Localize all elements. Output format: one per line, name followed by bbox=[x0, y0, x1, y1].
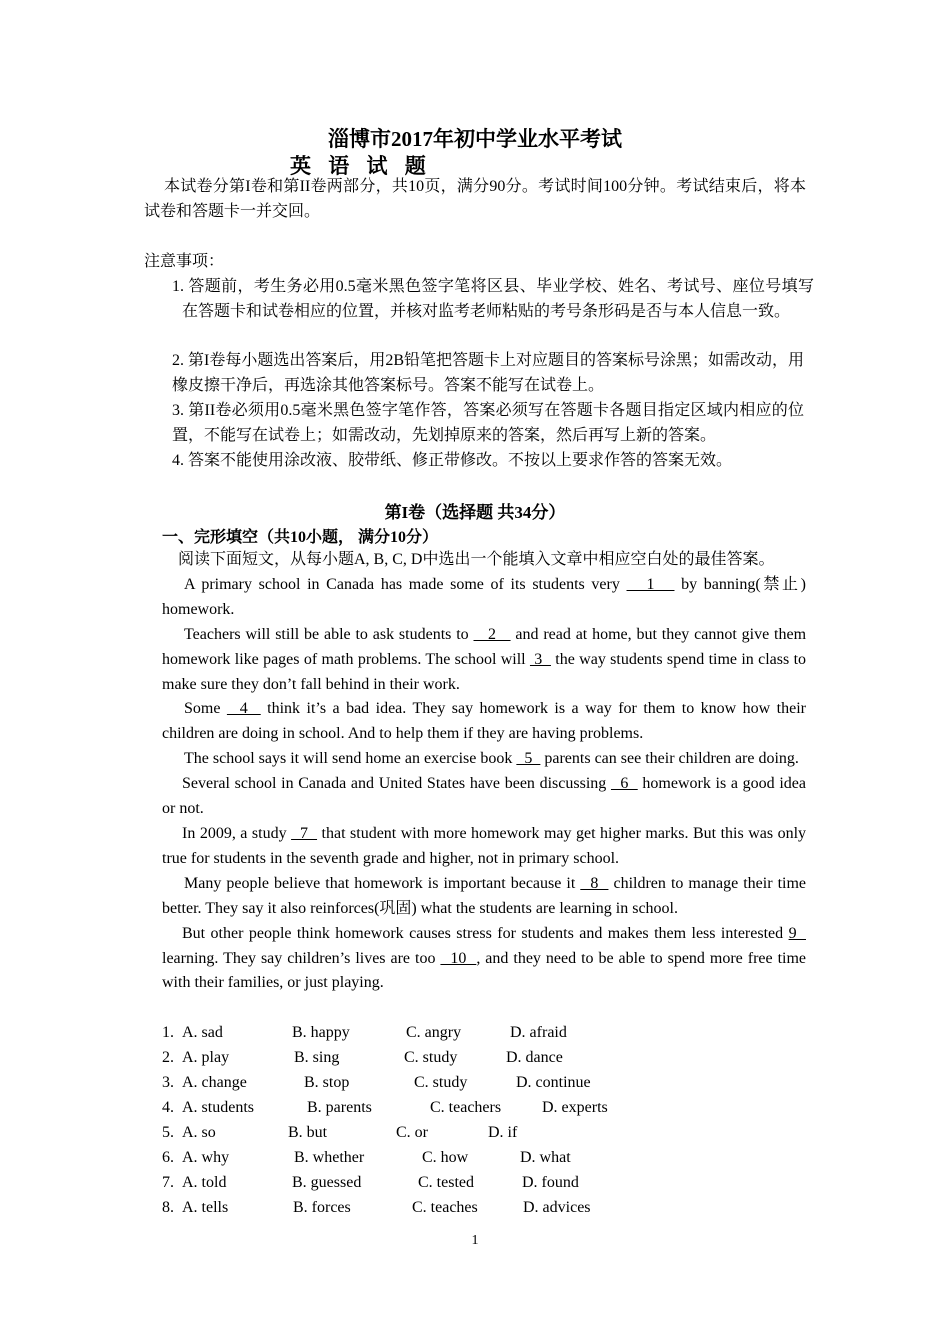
passage-paragraph-6: In 2009, a study 7 that student with more homework may get higher marks. But this was only true for students in the seventh grade and higher, not in primary school. bbox=[162, 824, 807, 867]
blank-9: 9 bbox=[788, 924, 806, 942]
option-d: D. what bbox=[520, 1149, 571, 1166]
blank-10: 10 bbox=[440, 949, 477, 967]
blank-4: 4 bbox=[226, 700, 261, 718]
option-row bbox=[162, 1045, 802, 1070]
note-item-2: 2. 第I卷每小题选出答案后，用2B铅笔把答题卡上对应题目的答案标号涂黑；如需改动，用橡皮擦干净后，再选涂其他答案标号。答案不能写在试卷上。 bbox=[172, 352, 805, 394]
option-a: A. change bbox=[182, 1074, 247, 1091]
option-a: A. sad bbox=[182, 1024, 223, 1041]
option-b: B. but bbox=[288, 1124, 328, 1141]
option-d: D. afraid bbox=[510, 1024, 567, 1041]
blank-5: 5 bbox=[516, 750, 541, 768]
option-c: C. teachers bbox=[430, 1099, 502, 1116]
page-number: 1 bbox=[471, 1233, 479, 1248]
blank-1: 1 bbox=[626, 575, 675, 593]
option-row bbox=[162, 1070, 802, 1095]
note-item-3: 3. 第II卷必须用0.5毫米黑色签字笔作答，答案必须写在答题卡各题目指定区域内相应的位置，不能写在试卷上；如需改动，先划掉原来的答案，然后再写上新的答案。 bbox=[172, 402, 804, 444]
option-d: D. found bbox=[522, 1174, 579, 1191]
option-a: A. so bbox=[182, 1124, 216, 1141]
option-number: 8. bbox=[162, 1199, 174, 1216]
option-row bbox=[162, 1020, 802, 1045]
blank-7: 7 bbox=[291, 824, 318, 842]
option-c: C. angry bbox=[406, 1024, 462, 1041]
option-row bbox=[162, 1095, 802, 1120]
option-a: A. play bbox=[182, 1049, 230, 1066]
passage-paragraph-7: Many people believe that homework is important because it 8 children to manage their time better. They say it also reinforces(巩固) what the students are learning in school. bbox=[162, 874, 807, 917]
passage-paragraph-4: The school says it will send home an exercise book 5 parents can see their children are doing. bbox=[184, 750, 799, 768]
option-c: C. how bbox=[422, 1149, 469, 1166]
cloze-passage bbox=[162, 548, 806, 996]
option-a: A. told bbox=[182, 1174, 227, 1191]
part-heading: 一、完形填空（共10小题， 满分10分） bbox=[162, 529, 439, 546]
option-d: D. dance bbox=[506, 1049, 563, 1066]
option-a: A. why bbox=[182, 1149, 230, 1166]
note-item-4: 4. 答案不能使用涂改液、胶带纸、修正带修改。不按以上要求作答的答案无效。 bbox=[172, 452, 733, 469]
passage-paragraph-5: Several school in Canada and United States have been discussing 6 homework is a good idea or not. bbox=[162, 775, 806, 818]
option-row bbox=[162, 1170, 802, 1195]
passage-paragraph-3: Some 4 think it’s a bad idea. They say homework is a way for them to know how their children are doing in school. And to help them if they are having problems. bbox=[162, 700, 806, 743]
option-number: 2. bbox=[162, 1049, 174, 1066]
option-a: A. students bbox=[182, 1099, 254, 1116]
option-c: C. or bbox=[396, 1124, 428, 1141]
option-b: B. parents bbox=[307, 1099, 372, 1116]
option-number: 6. bbox=[162, 1149, 174, 1166]
option-row bbox=[162, 1195, 802, 1220]
notes-heading: 注意事项： bbox=[144, 253, 225, 270]
option-row bbox=[162, 1120, 802, 1145]
section-title: 第I卷（选择题 共34分） bbox=[384, 503, 566, 522]
option-d: D. continue bbox=[516, 1074, 591, 1091]
option-row bbox=[162, 1145, 802, 1170]
option-number: 1. bbox=[162, 1024, 174, 1041]
intro-paragraph: 本试卷分第I卷和第II卷两部分，共10页，满分90分。考试时间100分钟。考试结束后，将本试卷和答题卡一并交回。 bbox=[144, 178, 806, 220]
blank-2: 2 bbox=[473, 625, 511, 643]
option-b: B. sing bbox=[294, 1049, 340, 1066]
option-b: B. guessed bbox=[292, 1174, 362, 1191]
option-b: B. forces bbox=[293, 1199, 351, 1216]
option-number: 7. bbox=[162, 1174, 174, 1191]
option-d: D. if bbox=[488, 1124, 518, 1141]
cloze-instruction: 阅读下面短文，从每小题A, B, C, D中选出一个能填入文章中相应空白处的最佳答案。 bbox=[178, 551, 775, 568]
exam-subtitle: 英 语 试 题 bbox=[290, 154, 432, 178]
option-number: 3. bbox=[162, 1074, 174, 1091]
passage-paragraph-1: A primary school in Canada has made some of its students very 1 by banning(禁止) homework. bbox=[162, 575, 806, 618]
blank-6: 6 bbox=[610, 775, 638, 793]
option-c: C. study bbox=[404, 1049, 458, 1066]
note-item-1: 1. 答题前，考生务必用0.5毫米黑色签字笔将区县、毕业学校、姓名、考试号、座位号填写在答题卡和试卷相应的位置，并核对监考老师粘贴的考号条形码是否与本人信息一致。 bbox=[172, 278, 814, 320]
exam-title: 淄博市2017年初中学业水平考试 bbox=[328, 127, 622, 151]
option-d: D. advices bbox=[523, 1199, 591, 1216]
blank-3: 3 bbox=[529, 650, 551, 668]
option-c: C. teaches bbox=[412, 1199, 478, 1216]
passage-paragraph-2: Teachers will still be able to ask students to 2 and read at home, but they cannot give them homework like pages of math problems. The school will 3 the way students spend time in class to make sure they don’t fall behind in their work. bbox=[162, 625, 807, 693]
option-c: C. tested bbox=[418, 1174, 474, 1191]
option-number: 5. bbox=[162, 1124, 174, 1141]
option-b: B. happy bbox=[292, 1024, 350, 1041]
option-a: A. tells bbox=[182, 1199, 229, 1216]
option-b: B. stop bbox=[304, 1074, 350, 1091]
option-number: 4. bbox=[162, 1099, 174, 1116]
option-c: C. study bbox=[414, 1074, 468, 1091]
option-b: B. whether bbox=[294, 1149, 365, 1166]
option-d: D. experts bbox=[542, 1099, 608, 1116]
passage-paragraph-8: But other people think homework causes stress for students and makes them less interested 9 learning. They say children’s lives are too 10 , and they need to be able to spend more free time with their families, or just playing. bbox=[162, 924, 807, 992]
blank-8: 8 bbox=[580, 874, 609, 892]
